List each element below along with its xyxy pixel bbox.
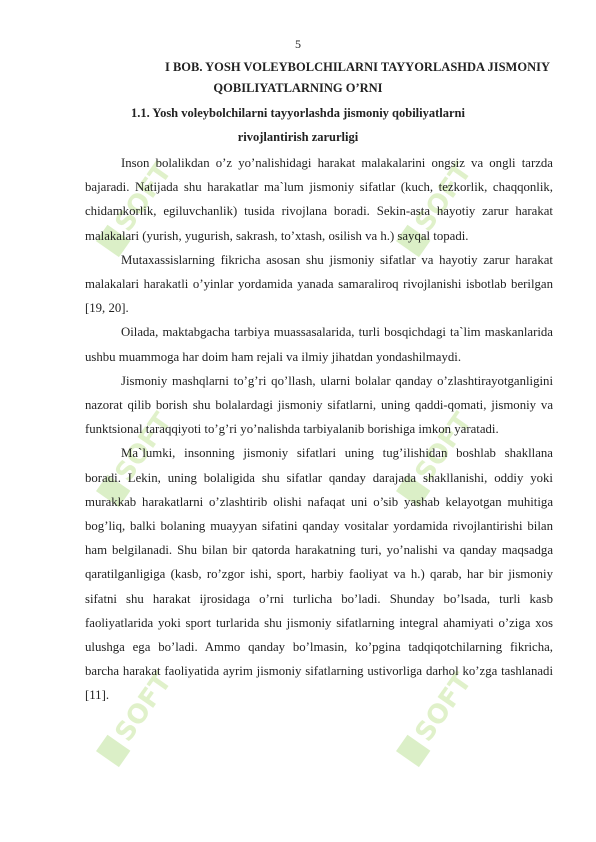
watermark-text: SOFT bbox=[409, 157, 478, 238]
paragraph: Ma`lumki, insonning jismoniy sifatlari uning tug’ilishidan boshlab shakllana boradi. Lekin, uning bolaligida shu sifatlar qanday darajada shakllanishi, oddiy yoki murakkab harakatlarni o’zlashtirib olishi nafaqat uni o’sib yashab kelayotgan muhitiga bog’liq, balki bolaning muayyan sifatini qanday vositalar yordamida rivojlantirishi bilan ham belgilanadi. Shu bilan bir qatorda harakatning turi, yo’nalishi va qanday maqsadga qaratilganligiga (kasb, ro’zgor ishi, sport, harbiy faoliyat va h.) qarab, har bir jismoniy sifatni shu harakat ijrosidaga o’rni turlicha bo’ladi. Shunday bo’lsada, turli kasb faoliyatlarida yoki sport turlarida shu jismoniy sifatlarning integral ahamiyati o’ziga xos ulushga ega bo’ladi. Ammo qanday bo’lmasin, ko’pgina tadqiqotchilarning fikricha, barcha harakat faoliyatida ayrim jismoniy sifatlarning ustivorliga darhol ko’zga tashlanadi [11]. bbox=[85, 446, 553, 703]
chapter-title: I BOB. YOSH VOLEYBOLCHILARNI TAYYORLASHDA JISMONIY bbox=[164, 60, 550, 74]
page-number: 5 bbox=[295, 37, 301, 51]
paragraph: Mutaxassislarning fikricha asosan shu jismoniy sifatlar va hayotiy zarur harakat malakalari harakatli o’yinlar yordamida yanada samaraliroq rivojlanishi isbotlab berilgan [19, 20]. bbox=[85, 252, 553, 316]
body-text bbox=[85, 151, 553, 708]
paragraph: Jismoniy mashqlarni to’g’ri qo’llash, ularni bolalar qanday o’zlashtirayotganligini nazorat qilib borish shu bolalardagi jismoniy sifatlarni, uning qaddi-qomati, jismoniy va funktsional taraqqiyoti to’g’ri yo’nalishda tarbiyalanib borishiga imkon yaratadi. bbox=[85, 373, 553, 437]
watermark-text: SOFT bbox=[109, 157, 178, 238]
section-title: 1.1. Yosh voleybolchilarni tayyorlashda jismoniy qobiliyatlarni bbox=[131, 106, 465, 120]
paragraph: Oilada, maktabgacha tarbiya muassasalarida, turli bosqichdagi ta`lim maskanlarida ushbu muammoga har doim ham rejali va ilmiy jihatdan yondashilmaydi. bbox=[85, 325, 553, 364]
watermark-text: SOFT bbox=[409, 407, 478, 488]
section-title-continued: rivojlantirish zarurligi bbox=[237, 130, 359, 144]
chapter-title-continued: QOBILIYATLARNING O’RNI bbox=[213, 81, 383, 95]
watermark-text: SOFT bbox=[109, 407, 178, 488]
watermark-text: SOFT bbox=[109, 667, 178, 748]
paragraph: Inson bolalikdan o’z yo’nalishidagi harakat malakalarini ongsiz va ongli tarzda bajaradi. Natijada shu harakatlar ma`lum jismoniy sifatlar (kuch, tezkorlik, chaqqonlik, chidamkorlik, egiluvchanlik) tusida rivojlana boradi. Sekin-asta hayotiy zarur harakat malakalari (yurish, yugurish, sakrash, to’xtash, osilish va h.) sayqal topadi. bbox=[85, 156, 553, 243]
watermark-text: SOFT bbox=[409, 667, 478, 748]
